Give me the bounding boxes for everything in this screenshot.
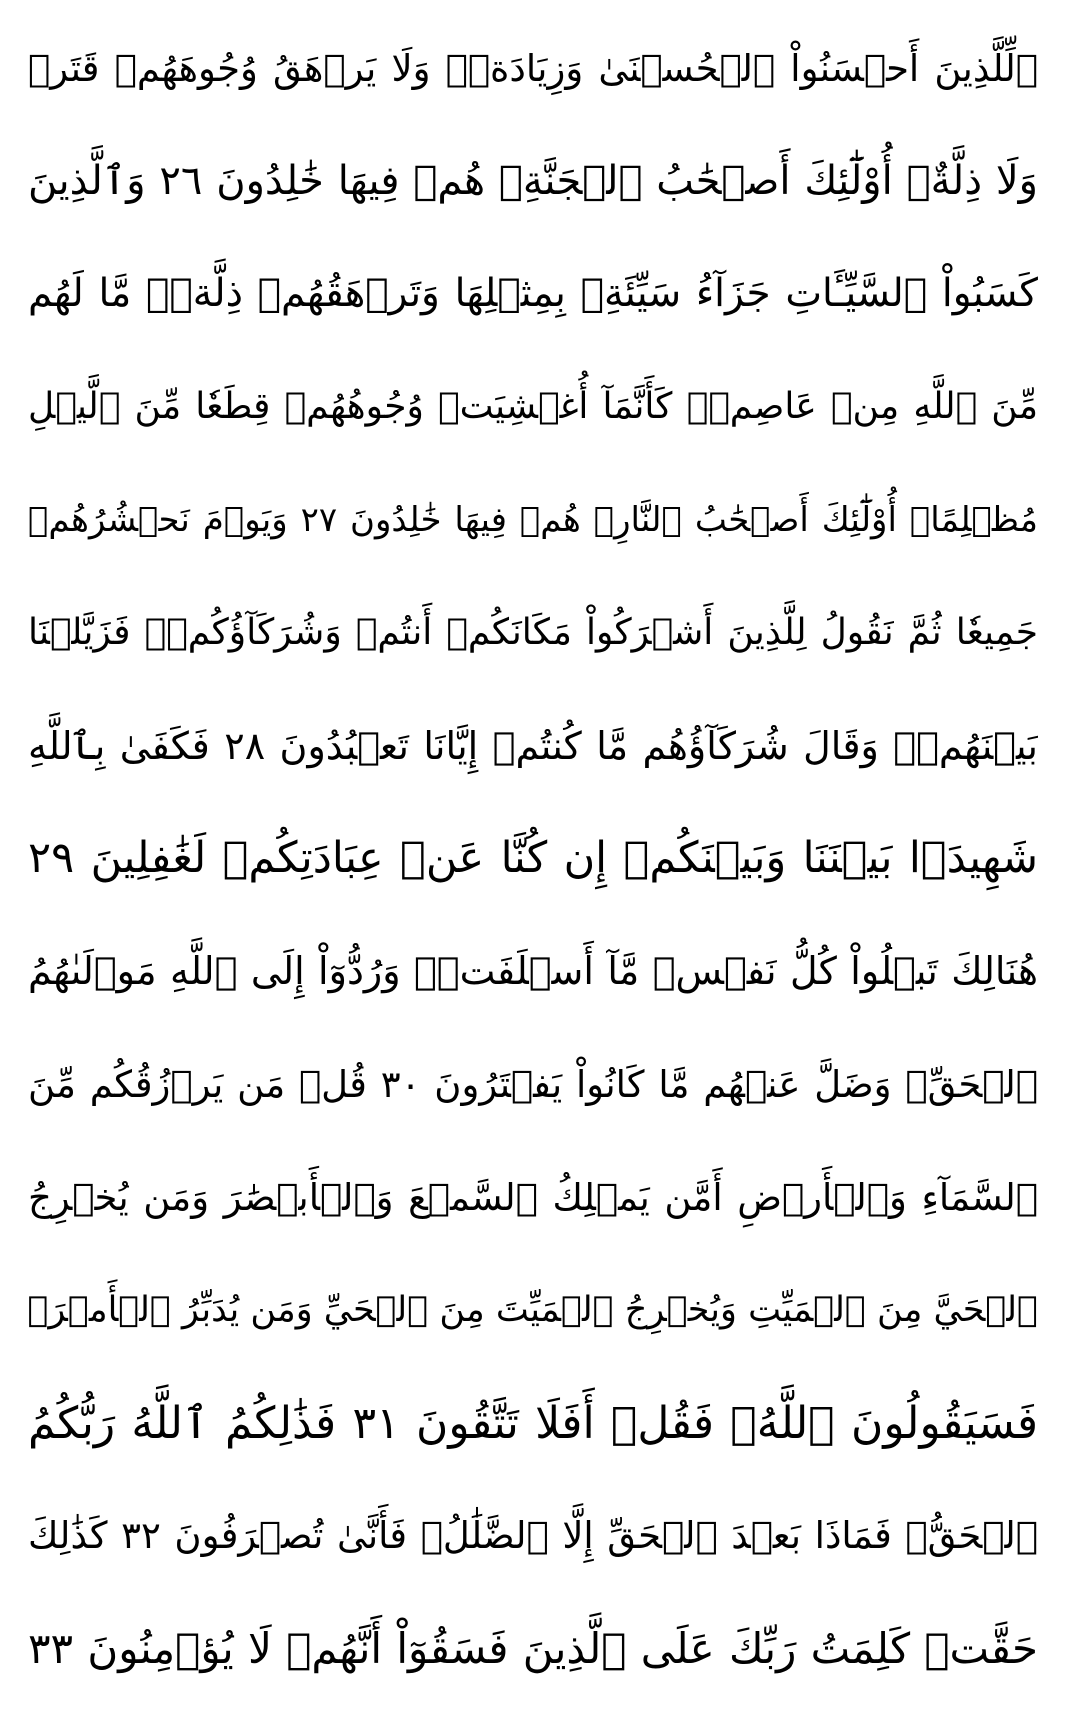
text-line-4: مِّنَ ٱللَّهِ مِنۡ عَاصِمٖۖ كَأَنَّمَآ أُغۡشِيَتۡ وُجُوهُهُمۡ قِطَعٗا مِّنَ ٱلَّيۡلِ	[28, 386, 1038, 428]
text-line-5: مُظۡلِمًاۚ أُوْلَٰٓئِكَ أَصۡحَٰبُ ٱلنَّارِۖ هُمۡ فِيهَا خَٰلِدُونَ ٢٧ وَيَوۡمَ نَحۡشُرُهُمۡ	[28, 499, 1038, 540]
text-line-6: جَمِيعٗا ثُمَّ نَقُولُ لِلَّذِينَ أَشۡرَكُواْ مَكَانَكُمۡ أَنتُمۡ وَشُرَكَآؤُكُمۡۚ فَزَيَّلۡنَا	[28, 612, 1038, 654]
text-line-13: فَسَيَقُولُونَ ٱللَّهُۚ فَقُلۡ أَفَلَا تَتَّقُونَ ٣١ فَذَٰلِكُمُ ٱللَّهُ رَبُّكُمُ	[28, 1397, 1038, 1449]
text-line-7: بَيۡنَهُمۡۖ وَقَالَ شُرَكَآؤُهُم مَّا كُنتُمۡ إِيَّانَا تَعۡبُدُونَ ٢٨ فَكَفَىٰ بِٱللَّهِ	[28, 723, 1038, 768]
text-line-12: ٱلۡحَيَّ مِنَ ٱلۡمَيِّتِ وَيُخۡرِجُ ٱلۡمَيِّتَ مِنَ ٱلۡحَيِّ وَمَن يُدَبِّرُ ٱلۡأَمۡرَۚ	[28, 1290, 1038, 1331]
verse-lines	[28, 22, 1038, 1695]
text-line-15: حَقَّتۡ كَلِمَتُ رَبِّكَ عَلَى ٱلَّذِينَ فَسَقُوٓاْ أَنَّهُمۡ لَا يُؤۡمِنُونَ ٣٣	[28, 1624, 1038, 1674]
text-line-9: هُنَالِكَ تَبۡلُواْ كُلُّ نَفۡسٖ مَّآ أَسۡلَفَتۡۚ وَرُدُّوٓاْ إِلَى ٱللَّهِ مَوۡلَىٰهُمُ	[28, 949, 1038, 994]
text-line-2: وَلَا ذِلَّةٌۚ أُوْلَٰٓئِكَ أَصۡحَٰبُ ٱلۡجَنَّةِۖ هُمۡ فِيهَا خَٰلِدُونَ ٢٦ وَٱلَّذِينَ	[28, 157, 1038, 204]
text-line-3: كَسَبُواْ ٱلسَّيِّـَٔاتِ جَزَآءُ سَيِّئَةِۭ بِمِثۡلِهَا وَتَرۡهَقُهُمۡ ذِلَّةٞۖ مَّا لَهُم	[28, 271, 1038, 317]
text-line-1: ۞لِّلَّذِينَ أَحۡسَنُواْ ٱلۡحُسۡنَىٰ وَزِيَادَةٞۖ وَلَا يَرۡهَقُ وُجُوهَهُمۡ قَتَرٞ	[28, 46, 1038, 90]
text-line-14: ٱلۡحَقُّۖ فَمَاذَا بَعۡدَ ٱلۡحَقِّ إِلَّا ٱلضَّلَٰلُۖ فَأَنَّىٰ تُصۡرَفُونَ ٣٢ كَذَٰلِكَ	[28, 1514, 1038, 1558]
text-line-8: شَهِيدَۢا بَيۡنَنَا وَبَيۡنَكُمۡ إِن كُنَّا عَنۡ عِبَادَتِكُمۡ لَغَٰفِلِينَ ٢٩	[28, 833, 1038, 884]
text-line-11: ٱلسَّمَآءِ وَٱلۡأَرۡضِ أَمَّن يَمۡلِكُ ٱلسَّمۡعَ وَٱلۡأَبۡصَٰرَ وَمَن يُخۡرِجُ	[28, 1175, 1038, 1219]
text-line-10: ٱلۡحَقِّۖ وَضَلَّ عَنۡهُم مَّا كَانُواْ يَفۡتَرُونَ ٣٠ قُلۡ مَن يَرۡزُقُكُم مِّنَ	[28, 1062, 1038, 1106]
